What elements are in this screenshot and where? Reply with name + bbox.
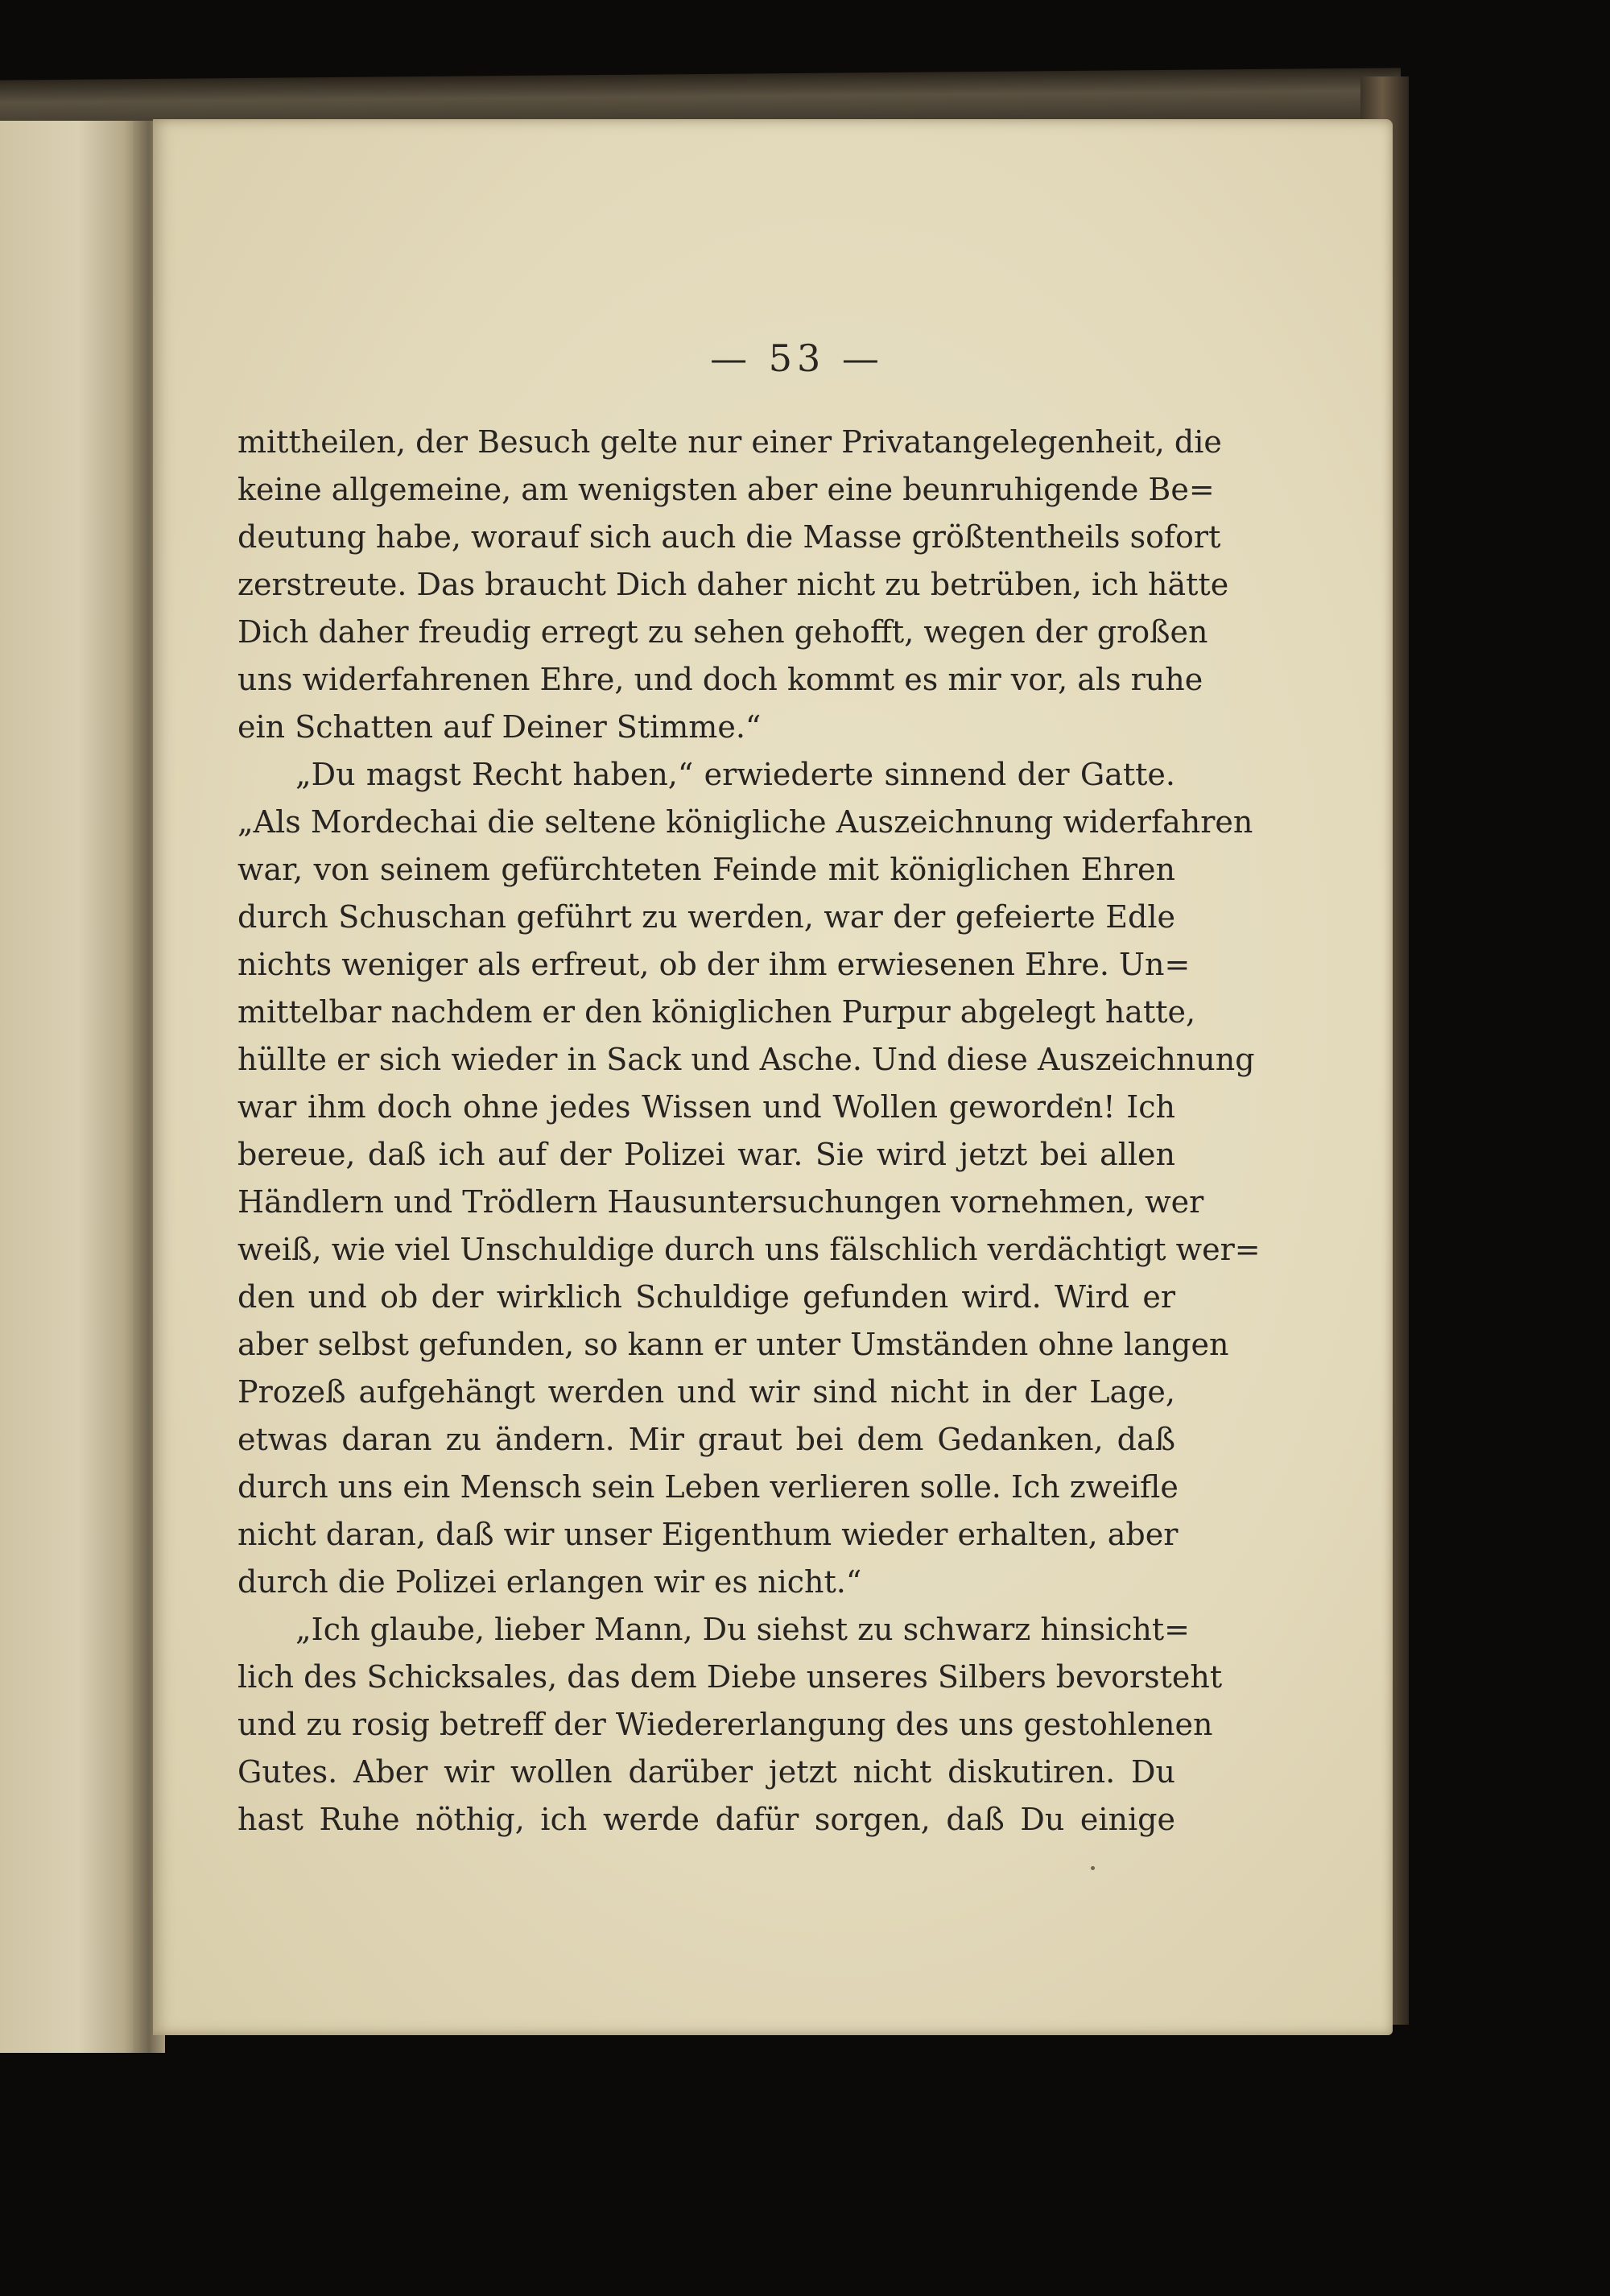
text-line: deutung habe, worauf sich auch die Masse größtentheils sofort [237, 519, 1221, 555]
text-line: nicht daran, daß wir unser Eigenthum wieder erhalten, aber [237, 1517, 1179, 1552]
text-line: hast Ruhe nöthig, ich werde dafür sorgen, daß Du einige [237, 1802, 1175, 1837]
text-line: lich des Schicksales, das dem Diebe unseres Silbers bevorsteht [237, 1659, 1223, 1695]
paper-speck [1091, 1866, 1095, 1870]
text-line: „Ich glaube, lieber Mann, Du siehst zu schwarz hinsicht= [295, 1612, 1191, 1647]
text-line: mittelbar nachdem er den königlichen Purpur abgelegt hatte, [237, 994, 1196, 1030]
text-line: Händlern und Trödlern Hausuntersuchungen vornehmen, wer [237, 1184, 1204, 1220]
text-line: und zu rosig betreff der Wiedererlangung des uns gestohlenen [237, 1707, 1213, 1742]
facing-page-edge [0, 121, 141, 2053]
text-line: durch uns ein Mensch sein Leben verlieren solle. Ich zweifle [237, 1469, 1179, 1505]
text-line: ein Schatten auf Deiner Stimme.“ [237, 709, 762, 745]
text-line: nichts weniger als erfreut, ob der ihm erwiesenen Ehre. Un= [237, 947, 1191, 982]
text-line: Prozeß aufgehängt werden und wir sind nicht in der Lage, [237, 1374, 1175, 1410]
text-line: weiß, wie viel Unschuldige durch uns fälschlich verdächtigt wer= [237, 1232, 1261, 1267]
text-line: bereue, daß ich auf der Polizei war. Sie wird jetzt bei allen [237, 1137, 1175, 1172]
text-line: war ihm doch ohne jedes Wissen und Wollen geworden! Ich [237, 1089, 1175, 1125]
text-line: den und ob der wirklich Schuldige gefunden wird. Wird er [237, 1279, 1175, 1315]
text-line: durch Schuschan geführt zu werden, war der gefeierte Edle [237, 899, 1175, 935]
text-line: aber selbst gefunden, so kann er unter Umständen ohne langen [237, 1327, 1229, 1362]
text-line: durch die Polizei erlangen wir es nicht.“ [237, 1564, 862, 1600]
text-line: uns widerfahrenen Ehre, und doch kommt es mir vor, als ruhe [237, 662, 1203, 697]
text-line: hüllte er sich wieder in Sack und Asche. Und diese Auszeichnung [237, 1042, 1255, 1077]
page-number: — 53 — [710, 337, 884, 380]
text-line: zerstreute. Das braucht Dich daher nicht zu betrüben, ich hätte [237, 567, 1229, 602]
page-text [237, 419, 1261, 1844]
text-line: mittheilen, der Besuch gelte nur einer Privatangelegenheit, die [237, 424, 1222, 460]
text-line: Gutes. Aber wir wollen darüber jetzt nicht diskutiren. Du [237, 1754, 1175, 1790]
text-line: etwas daran zu ändern. Mir graut bei dem Gedanken, daß [237, 1422, 1175, 1457]
text-line: war, von seinem gefürchteten Feinde mit königlichen Ehren [237, 852, 1175, 887]
text-line: „Du magst Recht haben,“ erwiederte sinnend der Gatte. [295, 757, 1175, 792]
text-line: „Als Mordechai die seltene königliche Auszeichnung widerfahren [237, 804, 1253, 840]
text-line: Dich daher freudig erregt zu sehen gehofft, wegen der großen [237, 614, 1208, 650]
text-line: keine allgemeine, am wenigsten aber eine beunruhigende Be= [237, 472, 1215, 507]
